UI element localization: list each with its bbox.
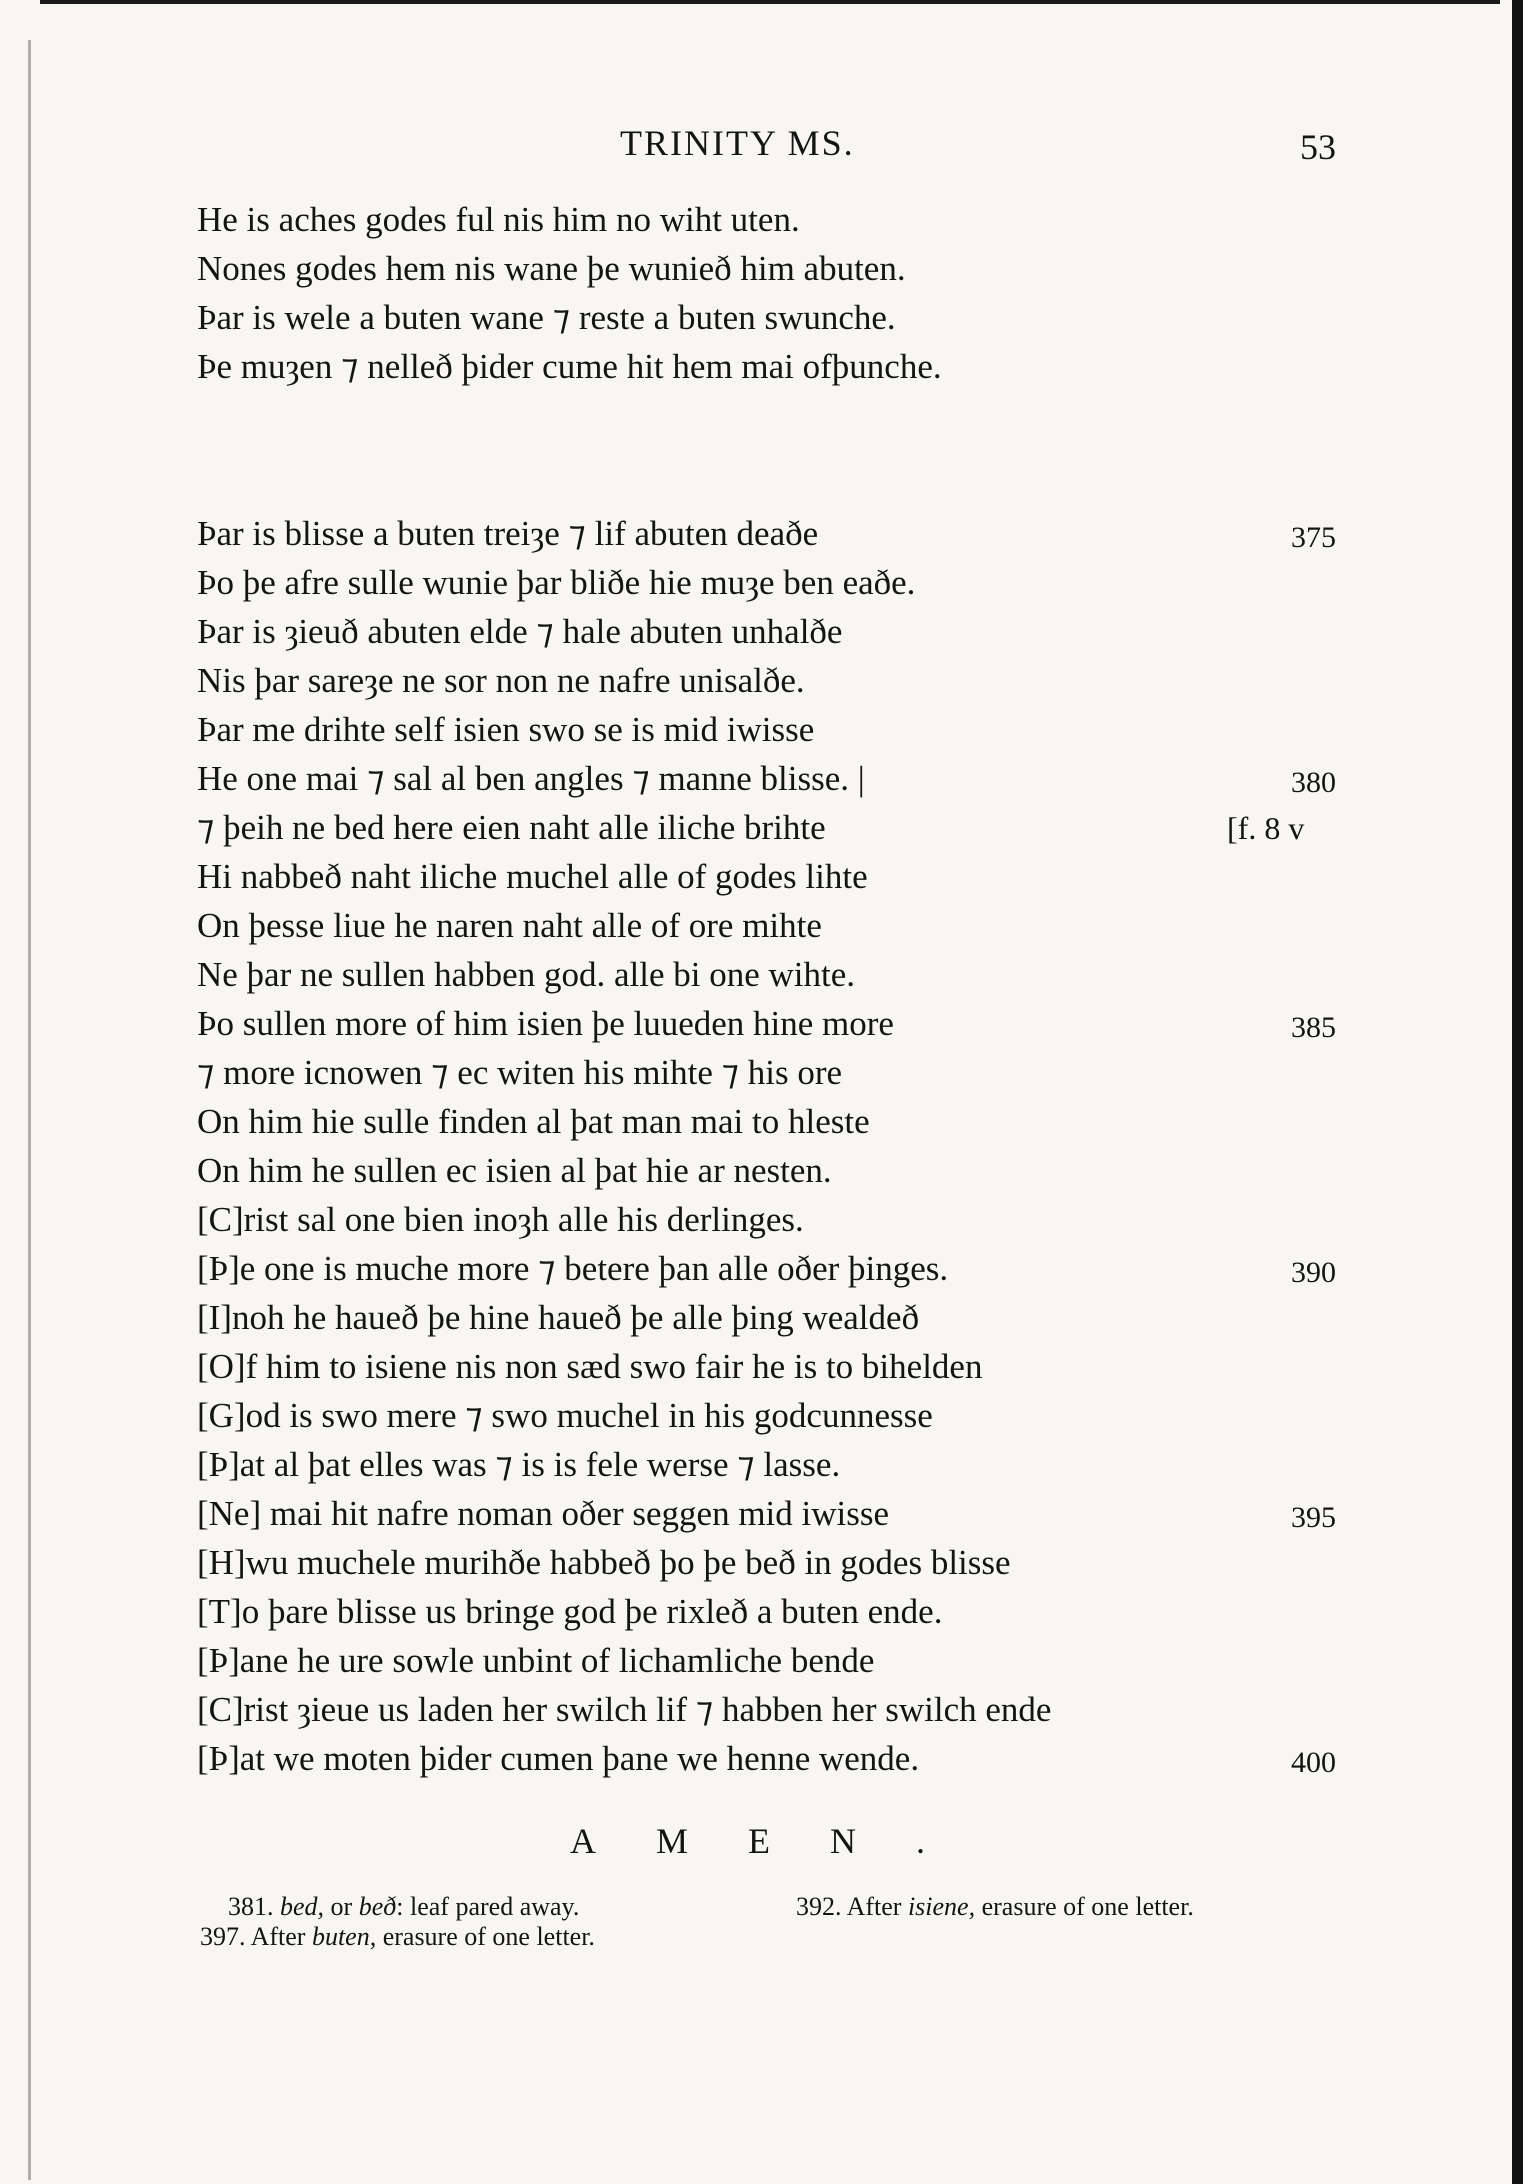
verse-line: [C]rist sal one bien inoȝh alle his derlinges. bbox=[197, 1200, 804, 1239]
line-number: 400 bbox=[1291, 1746, 1336, 1779]
footnote-number: 397. bbox=[200, 1922, 246, 1951]
line-number: 375 bbox=[1291, 521, 1336, 554]
verse-line: [H]wu muchele murihðe habbeð þo þe beð in godes blisse bbox=[197, 1543, 1011, 1582]
footnote-text: erasure of one letter. bbox=[382, 1922, 595, 1951]
verse-line: ⁊ þeih ne bed here eien naht alle iliche brihte bbox=[197, 808, 826, 847]
footnote-text: or bbox=[330, 1892, 353, 1921]
footnote-number: 381. bbox=[228, 1892, 274, 1921]
footnote-term: beð bbox=[358, 1892, 397, 1921]
line-number: 380 bbox=[1291, 766, 1336, 799]
verse-line: [C]rist ȝieue us laden her swilch lif ⁊ habben her swilch ende bbox=[197, 1690, 1052, 1729]
verse-line: On þesse liue he naren naht alle of ore mihte bbox=[197, 906, 822, 945]
running-title: TRINITY MS. bbox=[620, 123, 855, 163]
verse-line: On him hie sulle finden al þat man mai to hleste bbox=[197, 1102, 870, 1141]
verse-line: Þar is blisse a buten treiȝe ⁊ lif abuten deaðe bbox=[197, 514, 819, 553]
footnote-term: bed, bbox=[280, 1892, 325, 1921]
page-edge-top bbox=[40, 0, 1500, 4]
verse-line: ⁊ more icnowen ⁊ ec witen his mihte ⁊ his ore bbox=[197, 1053, 843, 1092]
footnote-392 bbox=[796, 1890, 1194, 1924]
verse-line: Þar me drihte self isien swo se is mid iwisse bbox=[197, 710, 815, 749]
footnote-397 bbox=[200, 1920, 595, 1954]
verse-line: [Þ]at we moten þider cumen þane we henne wende. bbox=[197, 1739, 920, 1778]
footnote-term: isiene, bbox=[907, 1892, 976, 1921]
verse-line: Þo þe afre sulle wunie þar bliðe hie muȝe ben eaðe. bbox=[197, 563, 916, 602]
footnote-number: 392. bbox=[796, 1892, 842, 1921]
verse-line: [T]o þare blisse us bringe god þe rixleð a buten ende. bbox=[197, 1592, 943, 1631]
footnote-text: After bbox=[846, 1892, 902, 1921]
verse-line: He is aches godes ful nis him no wiht uten. bbox=[197, 200, 800, 239]
page-number: 53 bbox=[1300, 127, 1336, 167]
verse-line: [Ne] mai hit nafre noman oðer seggen mid iwisse bbox=[197, 1494, 890, 1533]
line-number: 385 bbox=[1291, 1011, 1336, 1044]
verse-line: [Þ]at al þat elles was ⁊ is is fele werse ⁊ lasse. bbox=[197, 1445, 841, 1484]
verse-line: Þar is ȝieuð abuten elde ⁊ hale abuten unhalðe bbox=[197, 612, 843, 651]
verse-line: [I]noh he haueð þe hine haueð þe alle þing wealdeð bbox=[197, 1298, 920, 1337]
verse-line: Hi nabbeð naht iliche muchel alle of godes lihte bbox=[197, 857, 868, 896]
footnote-term: buten, bbox=[311, 1922, 377, 1951]
verse-line: Nones godes hem nis wane þe wunieð him abuten. bbox=[197, 249, 906, 288]
footnote-text: : leaf pared away. bbox=[396, 1892, 580, 1921]
verse-line: [O]f him to isiene nis non sæd swo fair he is to bihelden bbox=[197, 1347, 983, 1386]
line-number: 395 bbox=[1291, 1501, 1336, 1534]
verse-line: Nis þar sareȝe ne sor non ne nafre unisalðe. bbox=[197, 661, 805, 700]
running-head bbox=[0, 122, 1523, 172]
page-edge-left bbox=[28, 40, 31, 2180]
verse-line: Þar is wele a buten wane ⁊ reste a buten swunche. bbox=[197, 298, 896, 337]
footnote-text: erasure of one letter. bbox=[981, 1892, 1194, 1921]
verse-line: [G]od is swo mere ⁊ swo muchel in his godcunnesse bbox=[197, 1396, 933, 1435]
footnote-text: After bbox=[250, 1922, 306, 1951]
verse-line: Þe muȝen ⁊ nelleð þider cume hit hem mai ofþunche. bbox=[197, 347, 942, 386]
verse-line: Þo sullen more of him isien þe luueden hine more bbox=[197, 1004, 894, 1043]
closing-amen: AMEN. bbox=[570, 1821, 985, 1861]
line-number: 390 bbox=[1291, 1256, 1336, 1289]
verse-line: Ne þar ne sullen habben god. alle bi one wihte. bbox=[197, 955, 855, 994]
verse-line: [Þ]ane he ure sowle unbint of lichamliche bende bbox=[197, 1641, 875, 1680]
verse-line: [Þ]e one is muche more ⁊ betere þan alle oðer þinges. bbox=[197, 1249, 949, 1288]
folio-mark: [f. 8 v bbox=[1227, 810, 1305, 846]
footnote-381 bbox=[228, 1890, 579, 1924]
verse-line: He one mai ⁊ sal al ben angles ⁊ manne blisse. | bbox=[197, 759, 865, 798]
page-edge-right bbox=[1512, 0, 1523, 2184]
verse-line: On him he sullen ec isien al þat hie ar nesten. bbox=[197, 1151, 832, 1190]
